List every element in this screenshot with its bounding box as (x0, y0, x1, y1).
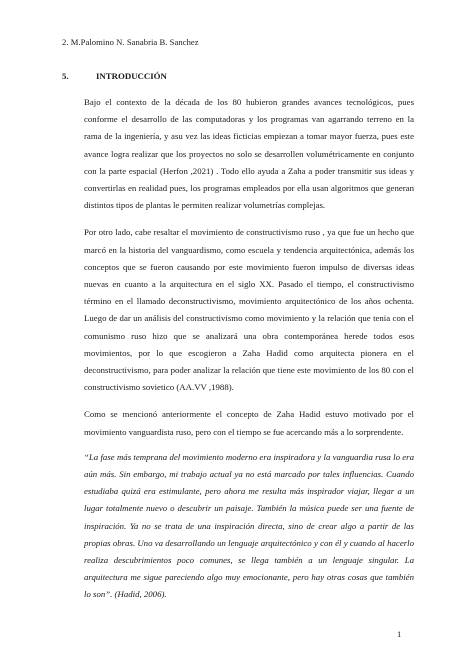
paragraph-context: Bajo el contexto de la década de los 80 hubieron grandes avances tecnológicos, pues conforme el desarrollo de las computadoras y los programas van agarrando terreno en la rama de la ingeniería, y asu vez las ideas ficticias empiezan a tomar mayor fuerza, pues este avance logra realizar que los proyectos no solo se desarrollen volumétricamente en conjunto con la parte espacial (Herfon ,2021) . Todo ello ayuda a Zaha a poder transmitir sus ideas y convertirlas en realidad pues, los programas empleados por ella usan algoritmos que generan distintos tipos de plantas le permiten realizar volumetrías complejas. (84, 97, 414, 211)
body-text (84, 94, 414, 604)
running-header: 2. M.Palomino N. Sanabria B. Sanchez (62, 37, 199, 47)
section-heading (62, 71, 167, 81)
quote-hadid: “La fase más temprana del movimiento moderno era inspiradora y la vanguardia rusa lo era aún más. Sin embargo, mi trabajo actual ya no está marcado por tales influencias. Cuando estudiaba quizá era estimulante, pero ahora me resulta más inspirador viajar, llegar a un lugar totalmente nuevo o descubrir un paisaje. También la música puede ser una fuente de inspiración. Ya no se trata de una inspiración directa, sino de crear algo a partir de las propias obras. Uno va desarrollando un lenguaje arquitectónico y con él y cuando al hacerlo realiza descubrimientos poco comunes, se llega también a un lenguaje singular. La arquitectura me sigue pareciendo algo muy emocionante, pero hay otras cosas que también lo son”. (Hadid, 2006). (84, 451, 414, 600)
paragraph-constructivism: Por otro lado, cabe resaltar el movimiento de constructivismo ruso , ya que fue un hecho que marcó en la historia del vanguardismo, como escuela y tendencia arquitectónica, además los conceptos que se fueron causando por este movimiento fueron impulso de diversas ideas nuevas en cuanto a la arquitectura en el siglo XX. Pasado el tiempo, el constructivismo término en el llamado deconstructivismo, movimiento arquitectónico de los años ochenta. Luego de dar un análisis del constructivismo como movimiento y la relación que tenia con el comunismo ruso hizo que se analizará una obra contemporánea herede todos esos movimientos, por lo que escogieron a Zaha Hadid como arquitecta pionera en el deconstructivismo, para poder analizar la relación que tiene este movimiento de los 80 con el constructivismo sovietico (AA.VV ,1988). (84, 227, 414, 393)
page-number: 1 (397, 629, 402, 639)
section-number: 5. (62, 71, 69, 81)
paragraph-motivation: Como se mencionó anteriormente el concepto de Zaha Hadid estuvo motivado por el movimiento vanguardista ruso, pero con el tiempo se fue acercando más a lo sorprendente. (84, 409, 414, 437)
section-title: INTRODUCCIÓN (96, 71, 167, 81)
